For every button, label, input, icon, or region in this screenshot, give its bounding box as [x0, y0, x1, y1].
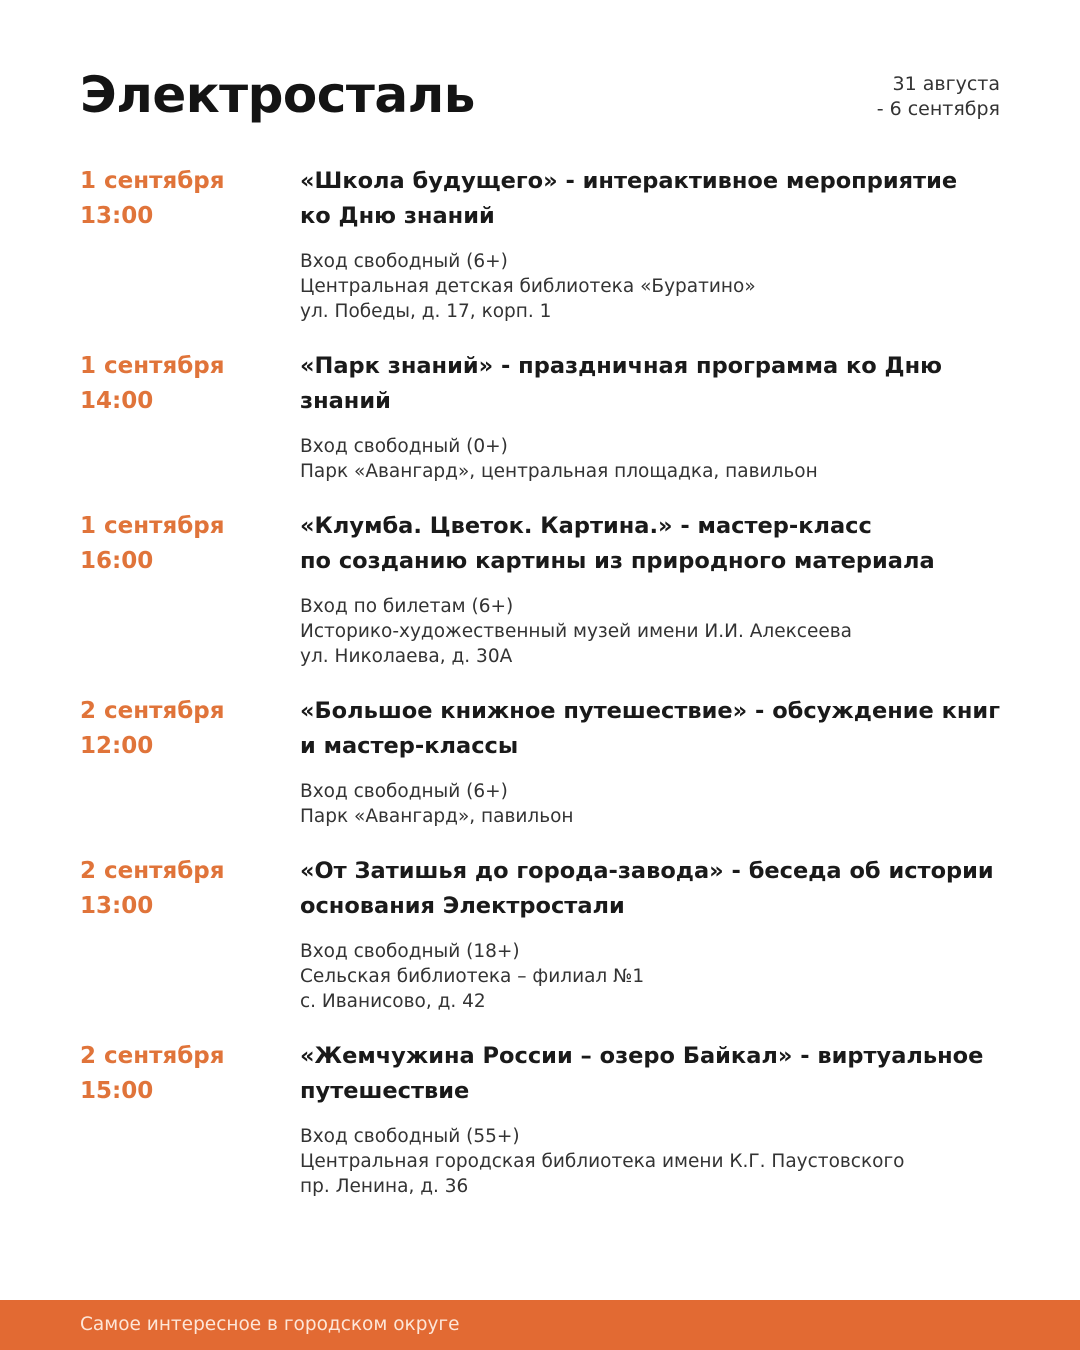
- event-address: пр. Ленина, д. 36: [300, 1176, 469, 1197]
- date-range-end: - 6 сентября: [876, 98, 1000, 120]
- event-title-line: ко Дню знаний: [300, 203, 495, 229]
- event-time: 15:00: [80, 1078, 154, 1104]
- date-range: [877, 72, 1000, 122]
- event-admission: Вход свободный (18+): [300, 941, 520, 962]
- event-time: 13:00: [80, 203, 154, 229]
- event-title-line: и мастер-классы: [300, 733, 519, 759]
- event-info: [300, 939, 1000, 1014]
- event-title: [300, 854, 1000, 924]
- event-admission: Вход по билетам (6+): [300, 596, 514, 617]
- event-address: ул. Победы, д. 17, корп. 1: [300, 301, 552, 322]
- event-datetime: [80, 349, 290, 419]
- event-body: [300, 349, 1000, 484]
- event-info: [300, 434, 1000, 484]
- event-address: ул. Николаева, д. 30А: [300, 646, 513, 667]
- event-date: 1 сентября: [80, 168, 225, 194]
- event-title: [300, 164, 1000, 234]
- event-datetime: [80, 1039, 290, 1109]
- event-info: [300, 1124, 1000, 1199]
- event-venue: Центральная детская библиотека «Буратино»: [300, 276, 756, 297]
- event-venue: Парк «Авангард», центральная площадка, павильон: [300, 461, 818, 482]
- event-venue: Сельская библиотека – филиал №1: [300, 966, 645, 987]
- event-info: [300, 779, 1000, 829]
- event-title-line: знаний: [300, 388, 391, 414]
- event-title: [300, 349, 1000, 419]
- event-title: [300, 1039, 1000, 1109]
- event-datetime: [80, 164, 290, 234]
- event-address: с. Иванисово, д. 42: [300, 991, 486, 1012]
- event-body: [300, 1039, 1000, 1199]
- event-title-line: «Жемчужина России – озеро Байкал» - виртуальное: [300, 1043, 984, 1069]
- event-date: 2 сентября: [80, 858, 225, 884]
- page-header: [80, 62, 1000, 132]
- event-admission: Вход свободный (6+): [300, 781, 508, 802]
- event-admission: Вход свободный (0+): [300, 436, 508, 457]
- event-time: 13:00: [80, 893, 154, 919]
- event-admission: Вход свободный (55+): [300, 1126, 520, 1147]
- event-title-line: «Парк знаний» - праздничная программа ко Дню: [300, 353, 942, 379]
- event-date: 2 сентября: [80, 698, 225, 724]
- event-datetime: [80, 694, 290, 764]
- footer-tagline: Самое интересное в городском округе: [80, 1314, 460, 1335]
- event-title: [300, 694, 1000, 764]
- event-time: 12:00: [80, 733, 154, 759]
- event-body: [300, 854, 1000, 1014]
- event-body: [300, 509, 1000, 669]
- event-venue: Историко-художественный музей имени И.И. Алексеева: [300, 621, 852, 642]
- event-venue: Парк «Авангард», павильон: [300, 806, 574, 827]
- event-date: 2 сентября: [80, 1043, 225, 1069]
- event-info: [300, 249, 1000, 324]
- event-title-line: «Большое книжное путешествие» - обсуждение книг: [300, 698, 1000, 724]
- event-venue: Центральная городская библиотека имени К.Г. Паустовского: [300, 1151, 905, 1172]
- event-title: [300, 509, 1000, 579]
- event-title-line: «Школа будущего» - интерактивное мероприятие: [300, 168, 958, 194]
- event-datetime: [80, 854, 290, 924]
- event-datetime: [80, 509, 290, 579]
- date-range-start: 31 августа: [892, 73, 1000, 95]
- page-title: Электросталь: [80, 66, 475, 124]
- footer-bar: [0, 1300, 1080, 1350]
- event-title-line: путешествие: [300, 1078, 470, 1104]
- event-date: 1 сентября: [80, 353, 225, 379]
- event-title-line: «Клумба. Цветок. Картина.» - мастер-класс: [300, 513, 872, 539]
- event-title-line: по созданию картины из природного материала: [300, 548, 935, 574]
- event-body: [300, 164, 1000, 324]
- event-title-line: основания Электростали: [300, 893, 625, 919]
- event-admission: Вход свободный (6+): [300, 251, 508, 272]
- event-time: 16:00: [80, 548, 154, 574]
- event-info: [300, 594, 1000, 669]
- event-body: [300, 694, 1000, 829]
- event-date: 1 сентября: [80, 513, 225, 539]
- event-title-line: «От Затишья до города-завода» - беседа об истории: [300, 858, 994, 884]
- event-time: 14:00: [80, 388, 154, 414]
